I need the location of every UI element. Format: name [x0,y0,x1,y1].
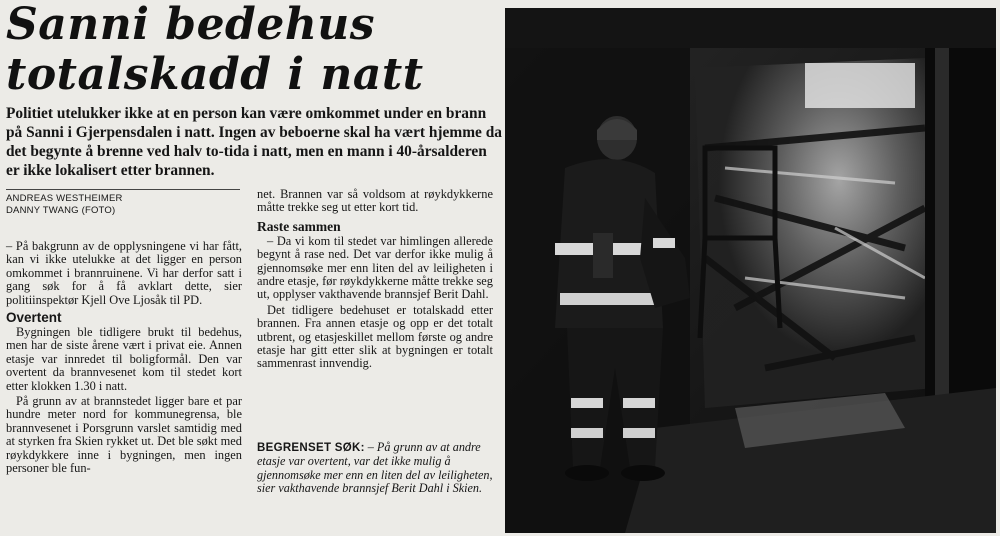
caption-text: – På grunn av at andre etasje var overtent, var det ikke mulig å gjennomsøke mer enn en liten del av leiligheten, sier vakthavende brannsjef Berit Dahl i Skien. [257,440,493,496]
paragraph: – På bakgrunn av de opplysningene vi har fått, kan vi ikke utelukke at det ligger en person omkommet i brannruinene. Vi har derfor satt i gang søk for å få avklart dette, sier politiinspektør Kjell Ove Ljosåk til PD. [6,239,242,307]
byline-photographer: DANNY TWANG (FOTO) [6,205,116,216]
article-column-2 [257,188,493,373]
paragraph: – Da vi kom til stedet var himlingen allerede begynt å rase ned. Det var derfor ikke mulig å gjennomsøke mer enn liten del av leiligheten i andre etasje, før røykdykkerne måtte trekke seg ut, opplyser vakthavende brannsjef Berit Dahl. [257,233,493,302]
article-column-1 [6,240,242,478]
photo-caption [257,441,493,496]
paragraph: Det tidligere bedehuset er totalskadd etter brannen. Fra annen etasje og opp er det totalt utbrent, og etasjeskillet mellom første og andre etasje har gitt etter slik at bygningen er totalt sammenrast innvendig. [257,302,493,371]
byline-rule [6,189,240,190]
subheading-overtent: Overtent [6,310,62,326]
headline-line-1: Sanni bedehus [6,0,376,50]
headline [6,0,504,100]
caption-label: BEGRENSET SØK: [257,442,365,454]
paragraph: net. Brannen var så voldsom at røykdykkerne måtte trekke seg ut etter kort tid. [257,187,493,215]
byline-author: ANDREAS WESTHEIMER [6,193,123,204]
lead-paragraph: Politiet utelukker ikke at en person kan være omkommet under en brann på Sanni i Gjerpensdalen i natt. Ingen av beboerne skal ha vært hjemme da det begynte å brenne ved halv to-tida i natt, men en mann i 40-årsalderen er ikke lokalisert etter brannen. [6,105,502,179]
photo-illustration [505,8,996,533]
paragraph: På grunn av at brannstedet ligger bare et par hundre meter nord for kommunegrensa, ble brannvesenet i Porsgrunn varslet samtidig med at styrken fra Skien rykket ut. Det ble søkt med røykdykkere inne i bygningen, men ingen personer ble fun- [6,394,242,476]
byline [6,193,246,217]
fire-ruin-photo [505,8,996,533]
subheading-raste-sammen: Raste sammen [257,218,341,234]
headline-line-2: totalskadd i natt [6,49,424,100]
paragraph: Bygningen ble tidligere brukt til bedehus, men har de siste årene vært i privat eie. Annen etasje var innredet til boligformål. Den var overtent da brannvesenet kom til stedet kort etter klokken 1.30 i natt. [6,325,242,393]
